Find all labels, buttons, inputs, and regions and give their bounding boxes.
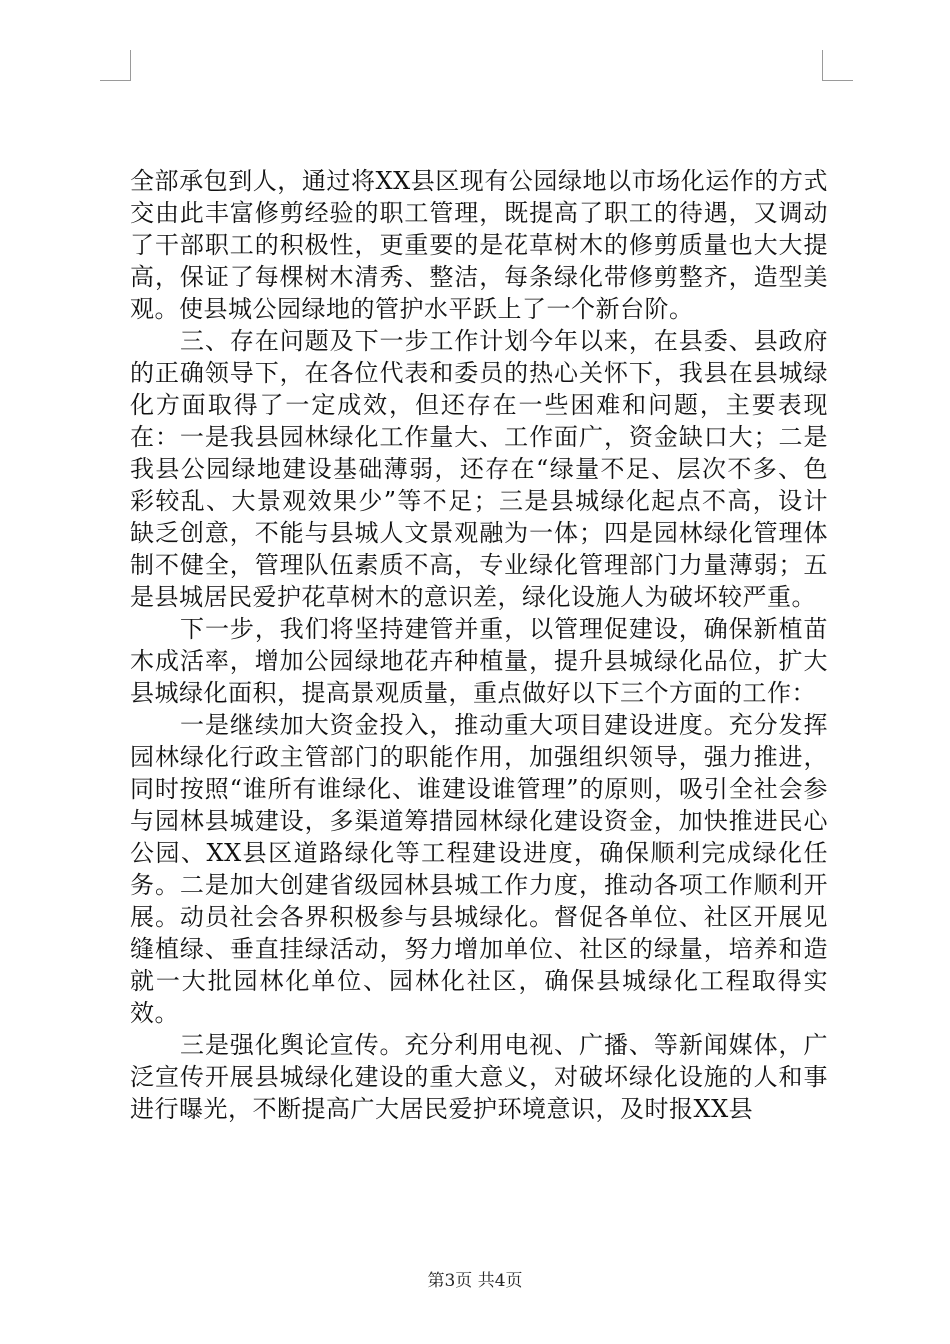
page-number-footer: 第3页 共4页 — [427, 1271, 523, 1291]
document-body — [130, 165, 828, 1125]
paragraph-problems-and-plan: 三、存在问题及下一步工作计划今年以来，在县委、县政府的正确领导下，在各位代表和委员的热心关怀下，我县在县城绿化方面取得了一定成效，但还存在一些困难和问题，主要表现在：一是我县园林绿化工作量大、工作面广，资金缺口大；二是我县公园绿地建设基础薄弱，还存在“绿量不足、层次不多、色彩较乱、大景观效果少”等不足；三是县城绿化起点不高，设计缺乏创意，不能与县城人文景观融为一体；四是园林绿化管理体制不健全，管理队伍素质不高，专业绿化管理部门力量薄弱；五是县城居民爱护花草树木的意识差，绿化设施人为破坏较严重。 — [130, 327, 828, 611]
paragraph-publicity: 三是强化舆论宣传。充分利用电视、广播、等新闻媒体，广泛宣传开展县城绿化建设的重大意义，对破坏绿化设施的人和事进行曝光，不断提高广大居民爱护环境意识，及时报XX县 — [130, 1031, 828, 1123]
crop-mark-top-left — [100, 50, 131, 81]
paragraph-next-steps: 下一步，我们将坚持建管并重，以管理促建设，确保新植苗木成活率，增加公园绿地花卉种植量，提升县城绿化品位，扩大县城绿化面积，提高景观质量，重点做好以下三个方面的工作： — [130, 615, 828, 707]
crop-mark-top-right — [822, 50, 853, 81]
paragraph-funding-and-projects: 一是继续加大资金投入，推动重大项目建设进度。充分发挥园林绿化行政主管部门的职能作用，加强组织领导，强力推进，同时按照“谁所有谁绿化、谁建设谁管理”的原则，吸引全社会参与园林县城建设，多渠道筹措园林绿化建设资金，加快推进民心公园、XX县区道路绿化等工程建设进度，确保顺利完成绿化任务。二是加大创建省级园林县城工作力度，推动各项工作顺利开展。动员社会各界积极参与县城绿化。督促各单位、社区开展见缝植绿、垂直挂绿活动，努力增加单位、社区的绿量，培养和造就一大批园林化单位、园林化社区，确保县城绿化工程取得实效。 — [130, 711, 828, 1027]
paragraph-contract-management: 全部承包到人，通过将XX县区现有公园绿地以市场化运作的方式交由此丰富修剪经验的职工管理，既提高了职工的待遇，又调动了干部职工的积极性，更重要的是花草树木的修剪质量也大大提高，保证了每棵树木清秀、整洁，每条绿化带修剪整齐，造型美观。使县城公园绿地的管护水平跃上了一个新台阶。 — [130, 167, 828, 323]
